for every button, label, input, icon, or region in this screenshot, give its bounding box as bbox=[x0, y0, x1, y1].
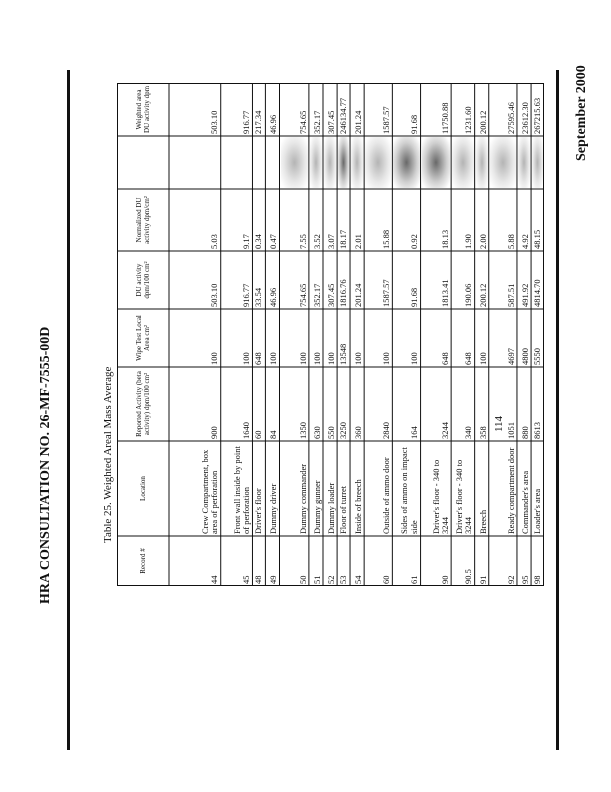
table-cell-reported: 60 bbox=[253, 430, 264, 439]
table-cell-area: 100 bbox=[409, 352, 420, 365]
footer-rule bbox=[556, 70, 559, 750]
table-cell-norm: 48.15 bbox=[532, 229, 543, 249]
table-cell-norm: 1.90 bbox=[463, 234, 474, 249]
table-cell-area: 100 bbox=[209, 352, 220, 365]
table-cell-reported: 164 bbox=[409, 426, 420, 439]
table-cell-du: 190.06 bbox=[463, 283, 474, 307]
table-cell-reported: 1051 bbox=[505, 422, 516, 439]
column-header: Location bbox=[139, 476, 147, 501]
table-cell-du: 46.96 bbox=[267, 287, 278, 307]
table-cell-reported: 1350 bbox=[297, 422, 308, 439]
column-header: DU activity dpm/100 cm² bbox=[135, 261, 151, 299]
table-cell-record: 53 bbox=[338, 575, 349, 584]
table-cell-weighted: 307.45 bbox=[325, 110, 336, 134]
table-cell-weighted: 754.65 bbox=[297, 110, 308, 134]
table-cell-record: 98 bbox=[532, 575, 543, 584]
table-cell-record: 90 bbox=[439, 575, 450, 584]
table-cell-reported: 84 bbox=[267, 430, 278, 439]
table-cell-location: Dummy gunner bbox=[311, 480, 322, 534]
table-cell-weighted: 11750.88 bbox=[439, 102, 450, 134]
table-cell-weighted: 91.68 bbox=[409, 114, 420, 134]
table-cell-area: 4697 bbox=[505, 348, 516, 365]
table-cell-record: 51 bbox=[311, 575, 322, 584]
table-cell-weighted: 23612.30 bbox=[519, 102, 530, 134]
table-cell-du: 503.10 bbox=[209, 283, 220, 307]
table-cell-record: 49 bbox=[267, 575, 278, 584]
table-cell-norm: 2.00 bbox=[477, 234, 488, 249]
table-cell-record: 52 bbox=[325, 575, 336, 584]
table-cell-reported: 360 bbox=[352, 426, 363, 439]
table-cell-weighted: 916.77 bbox=[240, 110, 251, 134]
photo-thumbnail bbox=[422, 137, 451, 188]
table-cell-du: 201.24 bbox=[352, 283, 363, 307]
table-cell-du: 200.12 bbox=[477, 283, 488, 307]
table-cell-weighted: 46.96 bbox=[267, 114, 278, 134]
table-cell-location: Crew Compartment, box area of perforation bbox=[199, 449, 220, 534]
table-cell-weighted: 1587.57 bbox=[380, 106, 391, 134]
table-cell-reported: 358 bbox=[477, 426, 488, 439]
table-cell-record: 44 bbox=[209, 575, 220, 584]
table-cell-record: 92 bbox=[505, 575, 516, 584]
table-cell-location: Dummy commander bbox=[297, 463, 308, 534]
table-cell-du: 491.92 bbox=[519, 283, 530, 307]
table-cell-weighted: 201.24 bbox=[352, 110, 363, 134]
table-cell-location: Inside of breech bbox=[352, 479, 363, 534]
table-cell-du: 916.77 bbox=[240, 283, 251, 307]
table-cell-norm: 5.88 bbox=[505, 234, 516, 249]
document-date: September 2000 bbox=[574, 65, 589, 161]
table-cell-record: 60 bbox=[380, 575, 391, 584]
photo-thumbnail bbox=[310, 137, 322, 188]
table-cell-reported: 8613 bbox=[532, 422, 543, 439]
table-cell-reported: 900 bbox=[209, 426, 220, 439]
table-cell-record: 95 bbox=[519, 575, 530, 584]
table-cell-weighted: 217.34 bbox=[253, 110, 264, 134]
table-cell-norm: 4.92 bbox=[519, 234, 530, 249]
table-cell-area: 100 bbox=[297, 352, 308, 365]
table-caption: Table 25. Weighted Areal Mass Average bbox=[102, 366, 114, 543]
table-cell-reported: 880 bbox=[519, 426, 530, 439]
table-cell-location: Dummy loader bbox=[325, 482, 336, 534]
table-cell-du: 4814.70 bbox=[532, 279, 543, 307]
table-cell-weighted: 200.12 bbox=[477, 110, 488, 134]
table-cell-reported: 2840 bbox=[380, 422, 391, 439]
header-rule bbox=[67, 70, 70, 750]
table-cell-du: 587.51 bbox=[505, 283, 516, 307]
table-cell-area: 100 bbox=[325, 352, 336, 365]
table-cell-location: Sides of ammo on impact side bbox=[399, 447, 420, 534]
column-header: Reported Activity (beta activity) dpm/100 cm² bbox=[135, 371, 151, 437]
table-cell-record: 54 bbox=[352, 575, 363, 584]
table-cell-location: Front wall inside by point of perforation bbox=[231, 446, 251, 534]
table-cell-norm: 18.17 bbox=[338, 229, 349, 249]
table-cell-weighted: 503.10 bbox=[209, 110, 220, 134]
table-cell-location: Loader's area bbox=[532, 488, 543, 534]
page-number: 114 bbox=[493, 415, 505, 433]
table-cell-area: 5550 bbox=[532, 348, 543, 365]
table-cell-area: 648 bbox=[253, 352, 264, 365]
table-cell-location: Floor of turret bbox=[338, 485, 349, 534]
column-header: Weighted area DU activity dpm bbox=[135, 85, 151, 134]
table-cell-norm: 18.13 bbox=[439, 229, 450, 249]
column-header: Record # bbox=[139, 548, 147, 574]
table-cell-location: Ready compartment door bbox=[505, 447, 516, 534]
table-cell-reported: 3250 bbox=[338, 422, 349, 439]
photo-thumbnail bbox=[393, 137, 419, 188]
table-cell-area: 648 bbox=[463, 352, 474, 365]
table-cell-area: 100 bbox=[311, 352, 322, 365]
table-cell-location: Breech bbox=[477, 509, 488, 534]
table-cell-norm: 0.47 bbox=[267, 234, 278, 249]
photo-thumbnail bbox=[338, 137, 349, 188]
table-cell-location: Driver's floor bbox=[253, 488, 264, 534]
table-cell-location: Commander's area bbox=[519, 470, 530, 534]
table-cell-weighted: 27595.46 bbox=[505, 102, 516, 134]
table-cell-norm: 0.34 bbox=[253, 234, 264, 249]
column-header: Normalized DU activity dpm/cm² bbox=[135, 196, 151, 244]
photo-thumbnail bbox=[452, 137, 474, 188]
table-cell-area: 100 bbox=[240, 352, 251, 365]
table-cell-area: 13548 bbox=[338, 343, 349, 365]
table-cell-du: 33.54 bbox=[253, 287, 264, 307]
table-cell-location: Driver's floor - 340 to 3244 bbox=[453, 459, 474, 534]
table-cell-du: 1813.41 bbox=[439, 279, 450, 307]
table-cell-location: Dummy driver bbox=[267, 483, 278, 534]
table-cell-reported: 340 bbox=[463, 426, 474, 439]
photo-thumbnail bbox=[490, 137, 516, 188]
table-cell-area: 100 bbox=[352, 352, 363, 365]
table-cell-area: 100 bbox=[477, 352, 488, 365]
table-cell-reported: 1640 bbox=[240, 422, 251, 439]
table-cell-record: 90.5 bbox=[463, 569, 474, 584]
photo-thumbnail bbox=[365, 137, 391, 188]
photo-thumbnail bbox=[518, 137, 530, 188]
table-cell-du: 91.68 bbox=[409, 287, 420, 307]
table-cell-du: 307.45 bbox=[325, 283, 336, 307]
table-cell-weighted: 267215.63 bbox=[532, 97, 543, 134]
table-cell-location: Driver's floor - 340 to 3244 bbox=[430, 459, 450, 534]
table-cell-reported: 550 bbox=[325, 426, 336, 439]
photo-thumbnail bbox=[532, 137, 543, 188]
table-cell-du: 352.17 bbox=[311, 283, 322, 307]
table-cell-record: 48 bbox=[253, 575, 264, 584]
table-cell-norm: 9.17 bbox=[240, 234, 251, 249]
table-cell-record: 45 bbox=[240, 575, 251, 584]
table-cell-du: 1587.57 bbox=[380, 279, 391, 307]
table-cell-weighted: 352.17 bbox=[311, 110, 322, 134]
photo-thumbnail bbox=[351, 137, 363, 188]
table-cell-record: 91 bbox=[477, 575, 488, 584]
table-cell-record: 50 bbox=[297, 575, 308, 584]
table-cell-norm: 5.03 bbox=[209, 234, 220, 249]
table-container bbox=[117, 83, 544, 586]
table-cell-norm: 15.88 bbox=[380, 229, 391, 249]
document-id: HRA CONSULTATION NO. 26-MF-7555-00D bbox=[38, 326, 53, 604]
table-cell-norm: 3.52 bbox=[311, 234, 322, 249]
table-cell-area: 100 bbox=[267, 352, 278, 365]
table-cell-record: 61 bbox=[409, 575, 420, 584]
photo-thumbnail bbox=[476, 137, 488, 188]
table-cell-weighted: 246134.77 bbox=[338, 97, 349, 134]
table-cell-norm: 7.55 bbox=[297, 234, 308, 249]
table-cell-norm: 2.01 bbox=[352, 234, 363, 249]
table-cell-reported: 3244 bbox=[439, 422, 450, 439]
table-cell-reported: 630 bbox=[311, 426, 322, 439]
column-header bbox=[118, 138, 168, 187]
table-cell-du: 1816.76 bbox=[338, 279, 349, 307]
table-cell-weighted: 1231.60 bbox=[463, 106, 474, 134]
table-cell-du: 754.65 bbox=[297, 283, 308, 307]
photo-thumbnail bbox=[281, 137, 308, 188]
table-cell-area: 4800 bbox=[519, 348, 530, 365]
column-header: Wipe Test Local Area cm² bbox=[135, 315, 151, 361]
table-cell-area: 100 bbox=[380, 352, 391, 365]
table-cell-area: 648 bbox=[439, 352, 450, 365]
photo-thumbnail bbox=[324, 137, 336, 188]
table-cell-location: Outside of ammo door bbox=[380, 457, 391, 534]
table-cell-norm: 3.07 bbox=[325, 234, 336, 249]
table-cell-norm: 0.92 bbox=[409, 234, 420, 249]
